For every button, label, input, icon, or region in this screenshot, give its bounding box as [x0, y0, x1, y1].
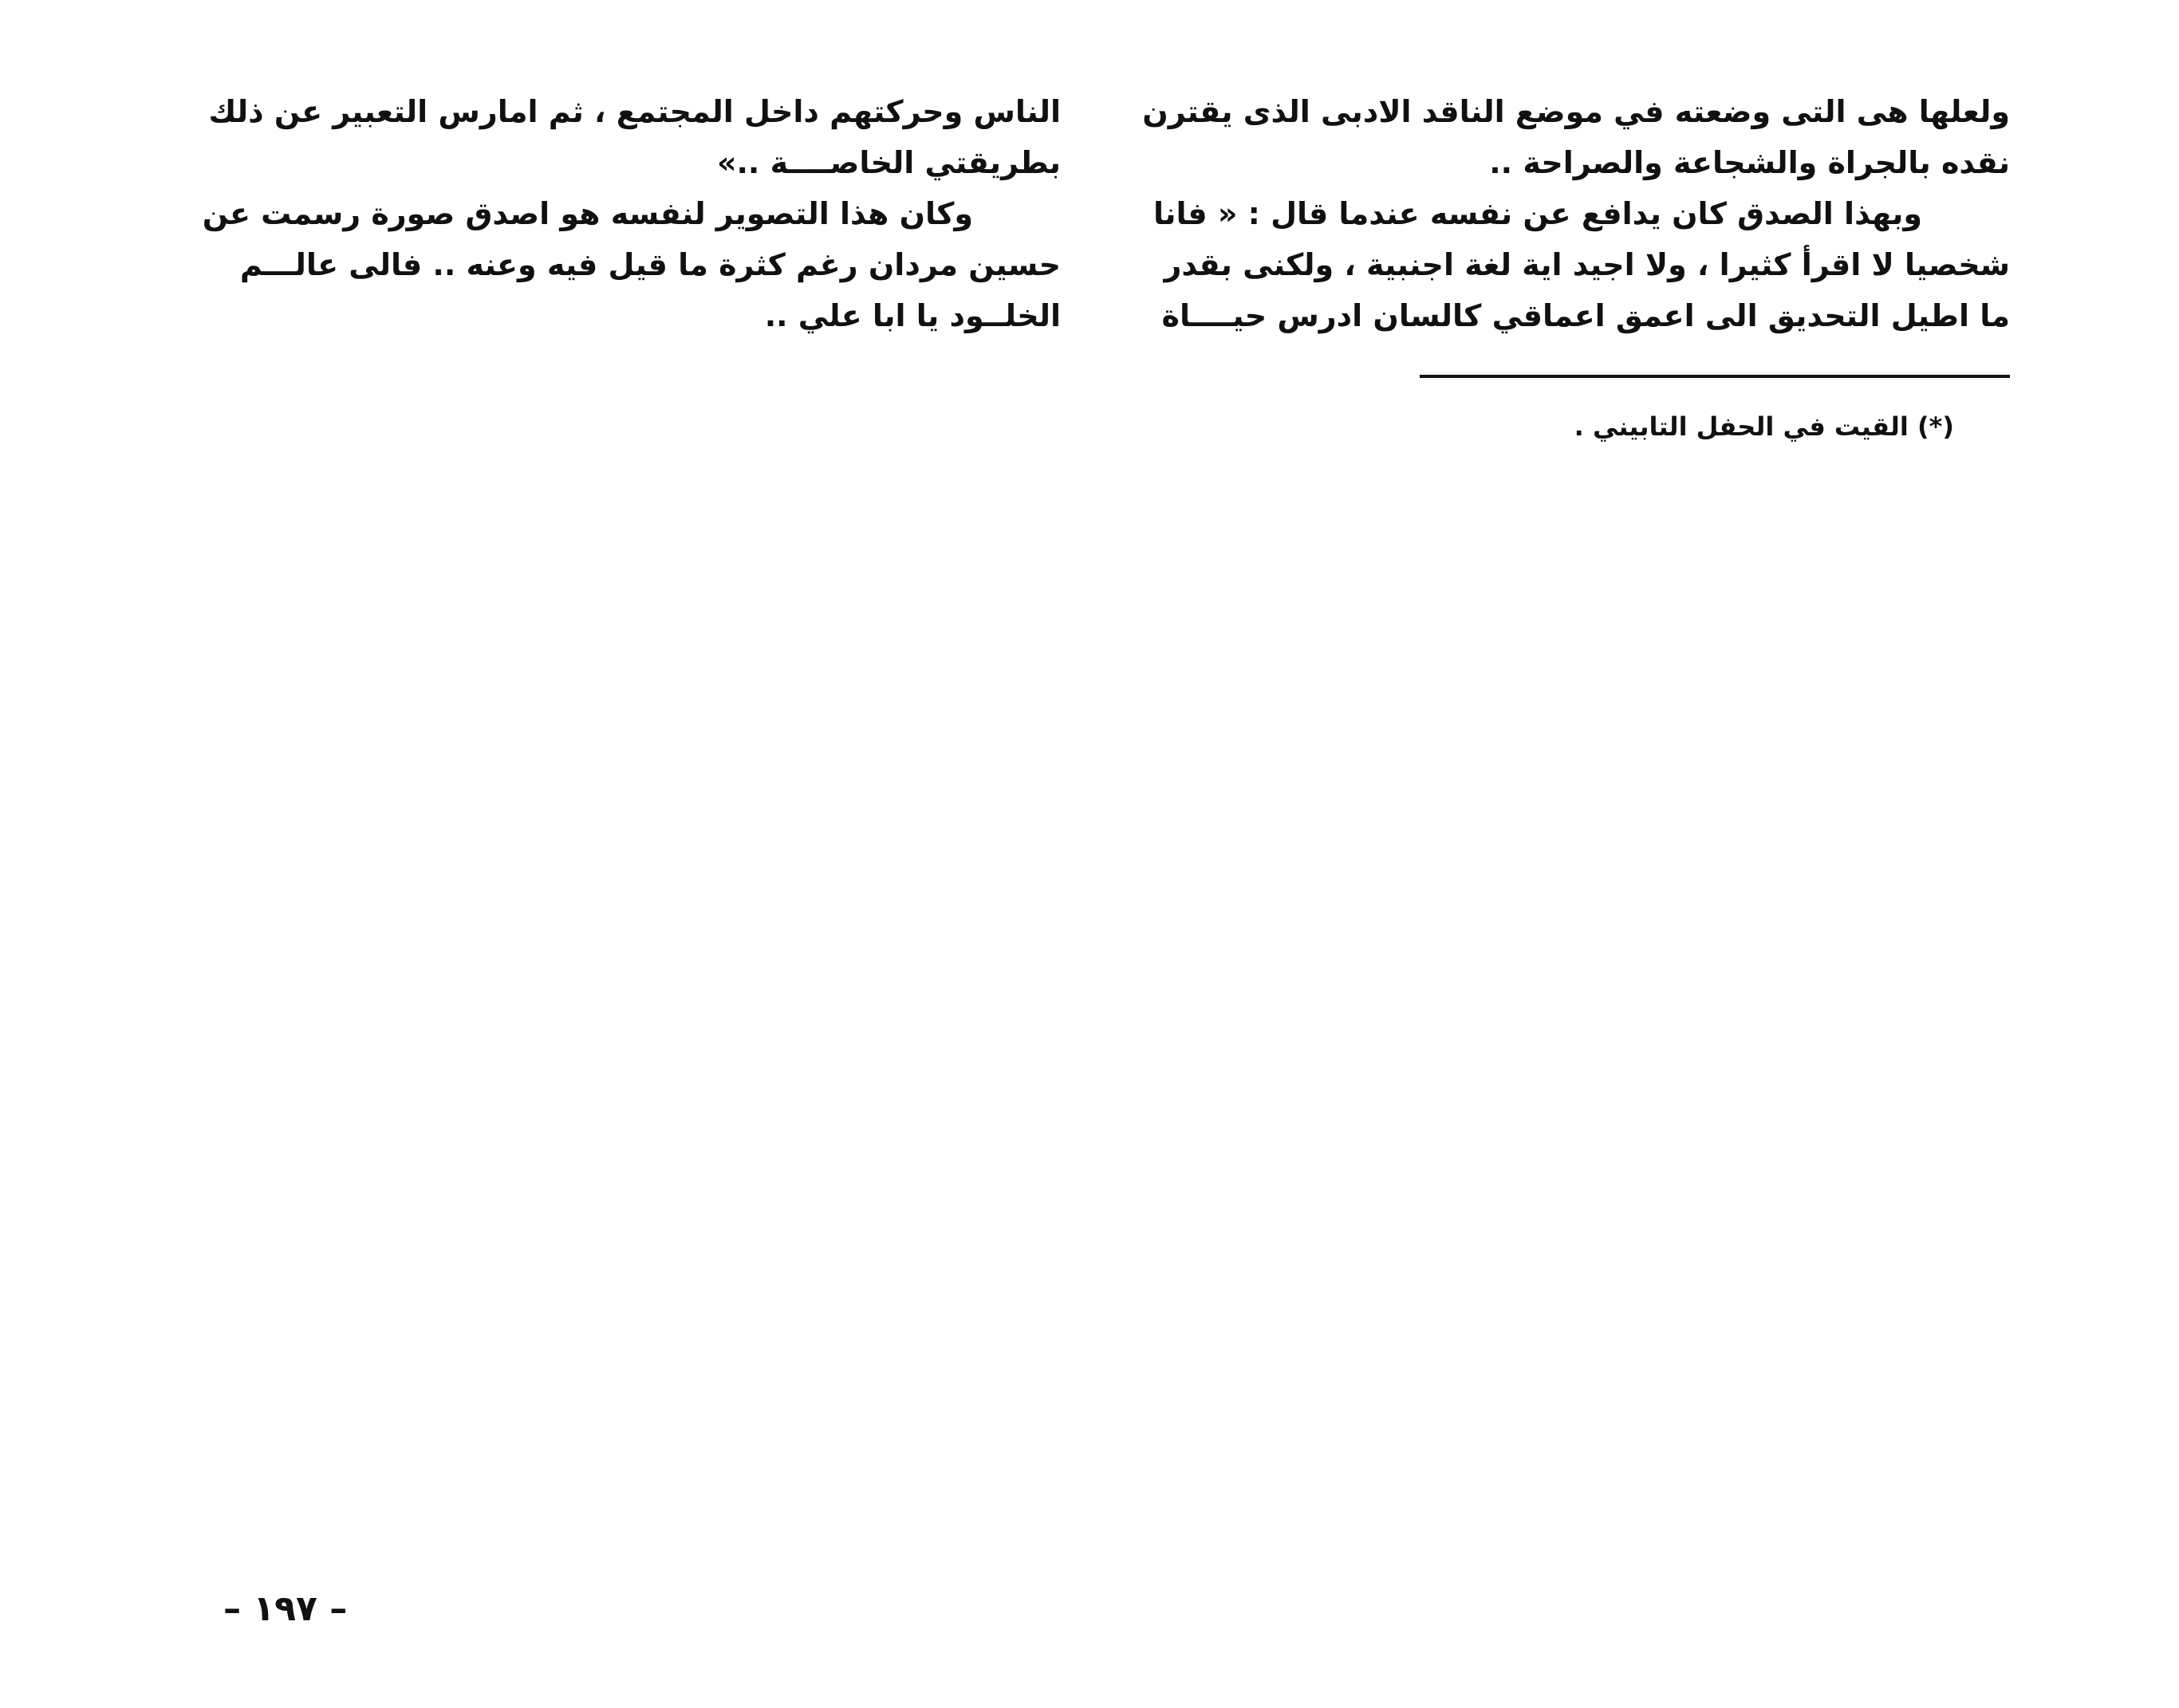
text-line: وبهذا الصدق كان يدافع عن نفسه عندما قال : « فانا: [1153, 196, 1922, 231]
text-line: الناس وحركتهم داخل المجتمع ، ثم امارس التعبير عن ذلك: [208, 94, 1061, 129]
text-line: نقده بالجراة والشجاعة والصراحة ..: [1489, 145, 2010, 180]
text-line: ما اطيل التحديق الى اعمق اعماقي كالسان ادرس حيــــاة: [1161, 298, 2010, 333]
text-column-left: [183, 86, 1061, 341]
text-line: بطريقتي الخاصــــة ..»: [716, 145, 1061, 180]
text-line: حسين مردان رغم كثرة ما قيل فيه وعنه .. فالى عالـــم: [239, 247, 1061, 282]
text-line: وكان هذا التصوير لنفسه هو اصدق صورة رسمت عن: [202, 196, 973, 231]
text-line: شخصيا لا اقرأ كثيرا ، ولا اجيد اية لغة اجنبية ، ولكنى بقدر: [1164, 247, 2010, 282]
text-column-right: [1133, 86, 2010, 341]
footnote: (*) القيت في الحفل التابيني .: [1574, 411, 1954, 442]
text-line: ولعلها هى التى وضعته في موضع الناقد الادبى الذى يقترن: [1142, 94, 2010, 129]
footnote-divider: [1420, 375, 2010, 378]
text-line: الخلــود يا ابا علي ..: [764, 298, 1061, 333]
page-number: – ١٩٧ –: [223, 1588, 348, 1629]
